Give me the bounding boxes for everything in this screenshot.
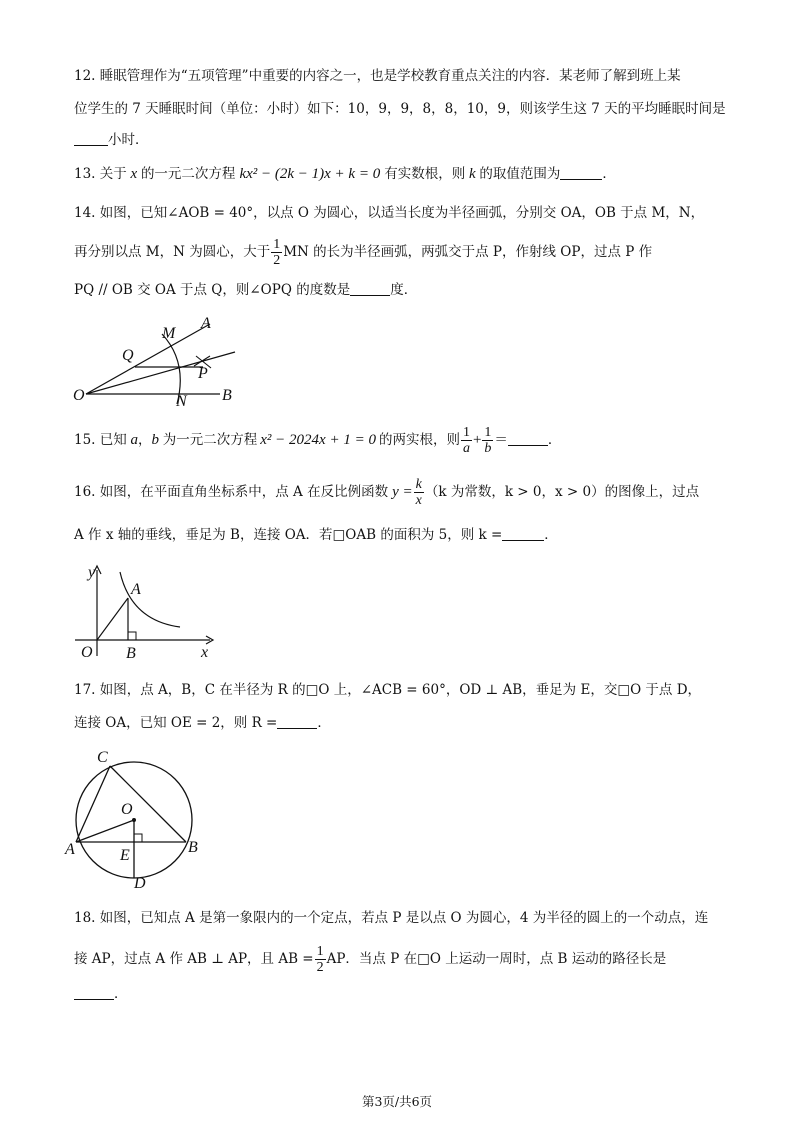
q14-line3 xyxy=(74,280,417,300)
q13-mid: 的一元二次方程 xyxy=(140,166,236,182)
answer-blank[interactable] xyxy=(74,131,108,146)
q13-end: ． xyxy=(602,166,616,182)
label-a: A xyxy=(65,841,75,858)
q14-line2-a: 再分别以点 M，N 为圆心，大于 xyxy=(74,244,271,260)
label-o: O xyxy=(121,801,133,818)
label-q: Q xyxy=(122,347,134,364)
q16-line1: 16. 如图，在平面直角坐标系中，点 A 在反比例函数 y = $\frac{k}{x}$ （k 为常数，k > 0，x > 0）的图像上，过点 xyxy=(74,477,700,508)
q15-prefix: 15. 已知 xyxy=(74,432,127,448)
q12-line1: 12. 睡眠管理作为“五项管理”中重要的内容之一，也是学校教育重点关注的内容．某老师了解到班上某 xyxy=(74,68,681,84)
label-m: M xyxy=(162,325,176,342)
answer-blank[interactable] xyxy=(74,985,114,1000)
q14-line3-tail: 度． xyxy=(390,282,418,298)
q14-line2 xyxy=(74,237,652,268)
label-x: x xyxy=(201,644,209,661)
ray-op xyxy=(86,352,235,394)
q17-line2 xyxy=(74,713,331,733)
label-y: y xyxy=(88,564,96,581)
q16-end: ． xyxy=(544,527,558,543)
q16-fraction: $\frac{k}{x}$ xyxy=(415,477,422,508)
right-angle-mark xyxy=(134,834,142,842)
q17-figure xyxy=(66,742,216,892)
label-n: N xyxy=(176,393,187,410)
answer-blank[interactable] xyxy=(508,431,548,446)
q13-line: 13. 关于 x 的一元二次方程 kx² − (2k − 1)x + k = 0 有实数根，则 k 的取值范围为 ． xyxy=(74,166,616,182)
q18-line3 xyxy=(74,984,128,1004)
answer-blank[interactable] xyxy=(350,281,390,296)
q17-line2-text: 连接 OA，已知 OE = 2，则 R = xyxy=(74,715,278,731)
q15-equals: ＝ xyxy=(494,432,508,448)
label-c: C xyxy=(97,749,108,766)
label-d: D xyxy=(134,875,146,892)
right-angle-mark xyxy=(128,632,136,640)
q13-equation: kx² − (2k − 1)x + k = 0 xyxy=(239,166,381,182)
q17-end: ． xyxy=(317,715,331,731)
q18-line2-b: AP．当点 P 在□O 上运动一周时，点 B 运动的路径长是 xyxy=(326,951,667,967)
label-p: P xyxy=(198,365,208,382)
q16-figure xyxy=(70,560,220,665)
q14-line3-text: PQ // OB 交 OA 于点 Q，则∠OPQ 的度数是 xyxy=(74,282,351,298)
q18-line2 xyxy=(74,944,666,975)
label-o: O xyxy=(73,387,85,404)
segment-oa xyxy=(97,598,128,640)
q14-line2-b: MN 的长为半径画弧，两弧交于点 P，作射线 OP，过点 P 作 xyxy=(283,244,653,260)
label-a: A xyxy=(201,315,211,332)
answer-blank[interactable] xyxy=(502,526,544,541)
q12-line2: 位学生的 7 天睡眠时间（单位：小时）如下：10，9，9，8，8，10，9，则该学生这 7 天的平均睡眠时间是 xyxy=(74,101,726,117)
q13-tail2: 的取值范围为 xyxy=(479,166,561,182)
q18-fraction: $\frac{1}{2}$ xyxy=(316,944,324,975)
q13-prefix: 13. 关于 xyxy=(74,166,127,182)
label-a: A xyxy=(131,581,141,598)
q12-line3-tail: 小时． xyxy=(108,132,149,148)
label-b: B xyxy=(188,839,198,856)
q14-figure xyxy=(70,312,250,412)
q15-end: ． xyxy=(547,432,562,448)
answer-blank[interactable] xyxy=(277,714,317,729)
q15-frac-a: $\frac{1}{a}$ xyxy=(462,425,470,456)
q15-mid2: 的两实根，则 xyxy=(378,432,460,448)
q16-line1-b: （k 为常数，k > 0，x > 0）的图像上，过点 xyxy=(424,484,700,500)
ray-oa xyxy=(86,324,210,394)
label-o: O xyxy=(81,644,93,661)
label-e: E xyxy=(120,847,130,864)
answer-blank[interactable] xyxy=(560,165,602,180)
q16-line2-text: A 作 x 轴的垂线，垂足为 B，连接 OA．若□OAB 的面积为 5，则 k = xyxy=(74,527,503,543)
label-b: B xyxy=(126,645,136,662)
q15-line: 15. 已知 a，b 为一元二次方程 x² − 2024x + 1 = 0 的两实根，则 $\frac{1}{a}$ + $\frac{1}{b}$ ＝ ． xyxy=(74,425,562,456)
q15-mid: 为一元二次方程 xyxy=(162,432,258,448)
hyperbola-curve xyxy=(120,572,180,627)
center-dot xyxy=(132,818,136,822)
q18-end: ． xyxy=(114,986,128,1002)
q14-fraction: $\frac{1}{2}$ xyxy=(273,237,281,268)
q17-line1: 17. 如图，点 A，B，C 在半径为 R 的□O 上，∠ACB = 60°，OD ⊥ AB，垂足为 E，交□O 于点 D， xyxy=(74,682,702,698)
q14-line1: 14. 如图，已知∠AOB = 40°，以点 O 为圆心，以适当长度为半径画弧，分别交 OA，OB 于点 M，N， xyxy=(74,205,705,221)
page-number: 第3页/共6页 xyxy=(361,1094,433,1109)
q18-line1: 18. 如图，已知点 A 是第一象限内的一个定点，若点 P 是以点 O 为圆心，4 为半径的圆上的一个动点，连 xyxy=(74,910,709,926)
q13-tail: 有实数根，则 xyxy=(384,166,466,182)
q12-line3 xyxy=(74,130,149,150)
q16-line2 xyxy=(74,525,558,545)
q16-line1-a: 16. 如图，在平面直角坐标系中，点 A 在反比例函数 xyxy=(74,484,389,500)
q15-frac-b: $\frac{1}{b}$ xyxy=(484,425,492,456)
q18-line2-a: 接 AP，过点 A 作 AB ⊥ AP，且 AB = xyxy=(74,951,314,967)
label-b: B xyxy=(222,387,232,404)
q15-equation: x² − 2024x + 1 = 0 xyxy=(260,432,376,448)
